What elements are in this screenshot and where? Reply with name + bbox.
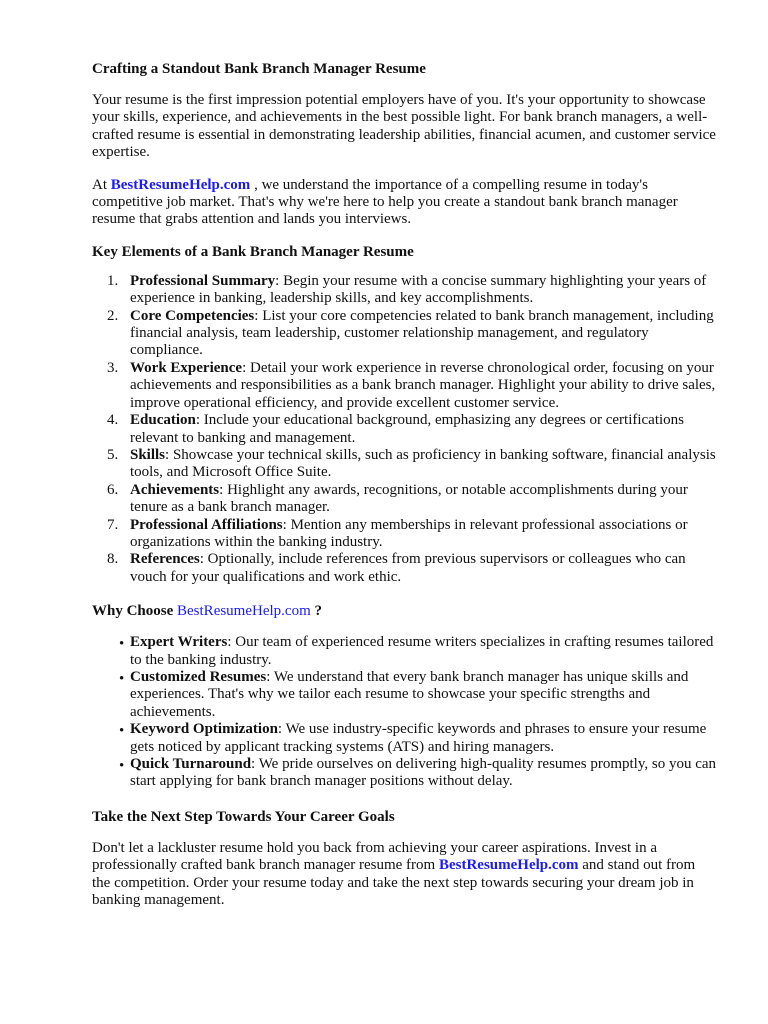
item-separator: :: [199, 551, 208, 568]
list-number: 5.: [107, 446, 119, 463]
item-separator: :: [227, 634, 236, 651]
page-title: Crafting a Standout Bank Branch Manager Resume: [92, 61, 426, 77]
item-separator: :: [282, 516, 291, 533]
item-text: We understand that every bank branch manager has unique skills and experiences. That's why we tailor each resume to showcase your specific strengths and achievements.: [130, 668, 689, 720]
bullet-icon: •: [119, 636, 125, 653]
item-separator: :: [266, 668, 274, 685]
item-term: Quick Turnaround: [130, 756, 252, 772]
bullet-icon: •: [119, 723, 125, 740]
list-item: [92, 517, 716, 552]
list-number: 2.: [107, 307, 119, 324]
item-separator: :: [251, 756, 259, 772]
item-separator: :: [165, 446, 173, 463]
document-page: [92, 60, 716, 909]
closing-paragraph: [92, 840, 716, 910]
item-term: Achievements: [130, 481, 220, 498]
item-term: Work Experience: [130, 359, 243, 376]
list-item: [92, 447, 716, 482]
at-prefix: At: [92, 176, 111, 193]
key-elements-list: [92, 273, 716, 586]
list-number: 6.: [107, 481, 119, 498]
item-term: References: [130, 551, 200, 568]
list-number: 4.: [107, 412, 119, 429]
closing-suffix: and stand out from the competition. Order your resume today and take the next step towards securing your dream job in banking management.: [92, 857, 696, 909]
key-elements-heading: Key Elements of a Bank Branch Manager Resume: [92, 243, 414, 260]
list-item: [92, 634, 716, 669]
item-term: Skills: [130, 446, 166, 463]
item-text: Showcase your technical skills, such as proficiency in banking software, financial analysis tools, and Microsoft Office Suite.: [130, 446, 716, 481]
item-text: Our team of experienced resume writers specializes in crafting resumes tailored to the banking industry.: [130, 634, 714, 668]
item-text: Optionally, include references from previous supervisors or colleagues who can vouch for your qualifications and work ethic.: [130, 551, 686, 585]
item-text: List your core competencies related to bank branch management, including financial analysis, team leadership, customer relationship management, and regulatory compliance.: [130, 307, 714, 359]
item-text: Detail your work experience in reverse chronological order, focusing on your achievements and responsibilities as a bank branch manager. Highlight your ability to drive sales, improve operational efficiency, and provide excellent customer service.: [130, 359, 716, 411]
item-term: Expert Writers: [130, 634, 228, 651]
why-heading-prefix: Why Choose: [92, 603, 178, 620]
item-separator: :: [195, 412, 204, 429]
item-separator: :: [275, 272, 284, 289]
item-text: Include your educational background, emphasizing any degrees or certifications relevant to banking and management.: [130, 412, 685, 446]
item-text: We pride ourselves on delivering high-quality resumes promptly, so you can start applying for bank branch manager positions without delay.: [130, 756, 717, 790]
list-item: [92, 308, 716, 360]
list-number: 7.: [107, 516, 119, 533]
item-term: Keyword Optimization: [130, 721, 278, 738]
item-text: We use industry-specific keywords and phrases to ensure your resume gets noticed by applicant tracking systems (ATS) and hiring managers.: [130, 721, 707, 755]
bullet-icon: •: [119, 758, 125, 774]
item-term: Education: [130, 412, 196, 429]
why-heading-suffix: ?: [310, 603, 322, 620]
item-term: Professional Summary: [130, 272, 276, 289]
why-choose-list: [92, 634, 716, 791]
list-number: 8.: [107, 551, 119, 568]
next-step-heading: Take the Next Step Towards Your Career Goals: [92, 808, 395, 825]
list-number: 3.: [107, 359, 119, 376]
item-term: Professional Affiliations: [130, 516, 283, 533]
list-number: 1.: [107, 272, 119, 289]
bullet-icon: •: [119, 670, 125, 687]
intro-paragraph: Your resume is the first impression potential employers have of you. It's your opportunity to showcase your skills, experience, and achievements in the best possible light. For bank branch managers, a well-crafted resume is essential in demonstrating leadership abilities, financial acumen, and customer service expertise.: [92, 92, 716, 161]
list-item: [92, 756, 716, 791]
list-item: [92, 412, 716, 447]
closing-prefix: Don't let a lackluster resume hold you back from achieving your career aspirations. Invest in a professionally crafted bank branch manager resume from: [92, 839, 658, 874]
list-item: [92, 551, 716, 586]
item-separator: :: [277, 721, 286, 738]
bestresumehelp-link[interactable]: BestResumeHelp.com: [177, 603, 311, 620]
company-intro-paragraph: [92, 177, 716, 229]
at-suffix: , we understand the importance of a compelling resume in today's competitive job market. That's why we're here to help you create a standout bank branch manager resume that grabs attention and lands you interviews.: [92, 176, 678, 228]
item-separator: :: [242, 359, 250, 376]
bestresumehelp-link[interactable]: BestResumeHelp.com: [110, 176, 251, 193]
list-item: [92, 669, 716, 721]
item-separator: :: [254, 307, 263, 324]
list-item: [92, 721, 716, 756]
why-choose-heading: [92, 602, 716, 620]
item-text: Highlight any awards, recognitions, or notable accomplishments during your tenure as a bank branch manager.: [130, 481, 688, 516]
item-term: Core Competencies: [130, 307, 255, 324]
item-separator: :: [219, 481, 228, 498]
list-item: [92, 360, 716, 412]
item-text: Mention any memberships in relevant professional associations or organizations within the banking industry.: [130, 516, 688, 550]
bestresumehelp-link[interactable]: BestResumeHelp.com: [438, 857, 579, 874]
list-item: [92, 273, 716, 308]
item-text: Begin your resume with a concise summary highlighting your years of experience in banking, leadership skills, and key accomplishments.: [130, 272, 707, 307]
item-term: Customized Resumes: [130, 668, 267, 685]
list-item: [92, 482, 716, 517]
